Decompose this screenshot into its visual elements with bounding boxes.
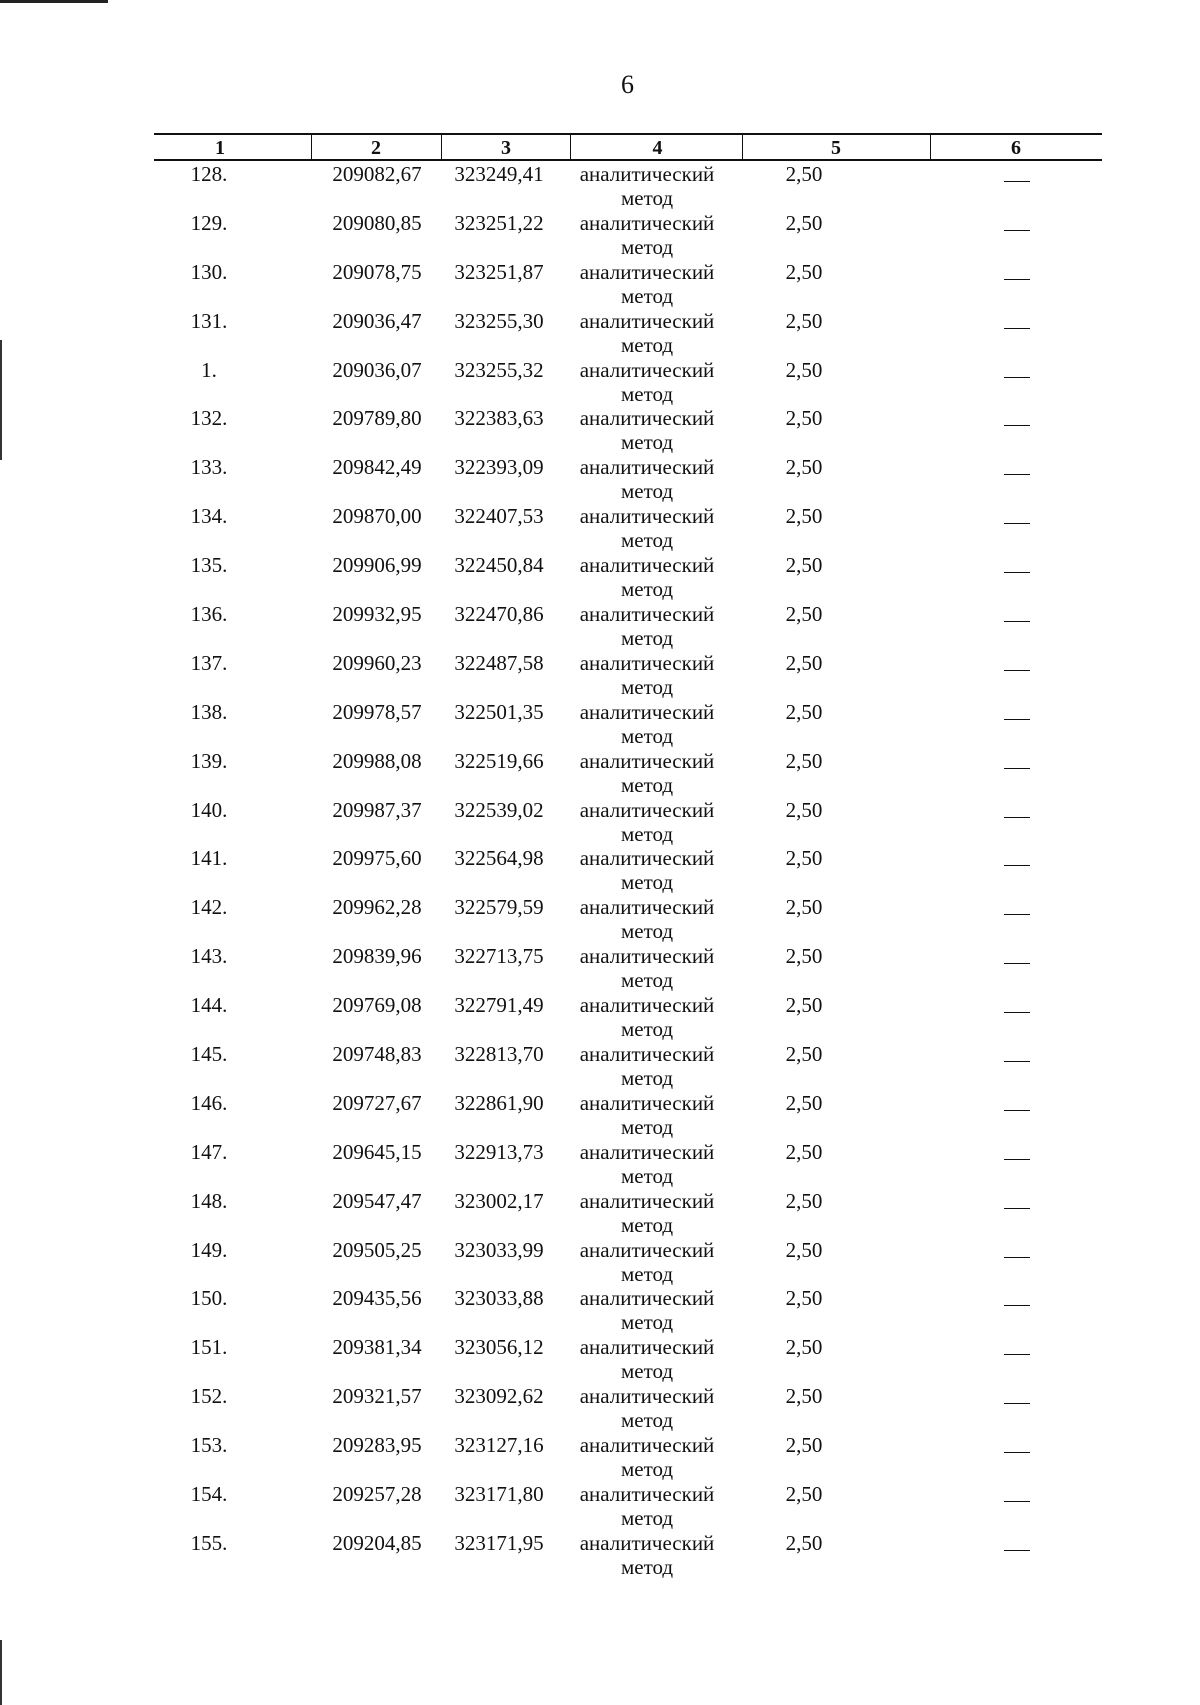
empty-dash: [1004, 768, 1030, 769]
method-label-continued: метод: [620, 870, 674, 895]
table-row: [154, 1285, 1102, 1334]
coordinate-x: 209645,15: [332, 1139, 422, 1164]
point-number: 146.: [190, 1090, 228, 1115]
method-label: аналитический: [579, 748, 715, 773]
method-label: аналитический: [579, 797, 715, 822]
empty-dash: [1004, 328, 1030, 329]
method-label-continued: метод: [620, 234, 674, 259]
empty-dash: [1004, 474, 1030, 475]
method-cell: [572, 309, 722, 357]
method-cell: [572, 651, 722, 699]
method-cell: [572, 504, 722, 552]
coordinate-x: 209839,96: [332, 944, 422, 969]
method-label-continued: метод: [620, 1212, 674, 1237]
method-label: аналитический: [579, 1237, 715, 1262]
coordinate-y: 322501,35: [454, 699, 544, 724]
coordinate-x: 209727,67: [332, 1090, 422, 1115]
method-label-continued: метод: [620, 723, 674, 748]
coordinate-x: 209978,57: [332, 699, 422, 724]
table-row: [154, 1041, 1102, 1090]
accuracy-value: 2,50: [785, 993, 823, 1018]
coordinate-y: 323249,41: [454, 162, 544, 186]
table-row: [154, 699, 1102, 748]
accuracy-value: 2,50: [785, 699, 823, 724]
scan-edge-mark: [0, 340, 2, 460]
coordinate-x: 209036,47: [332, 308, 422, 333]
accuracy-value: 2,50: [785, 1090, 823, 1115]
coordinate-x: 209870,00: [332, 504, 422, 529]
table-row: [154, 1139, 1102, 1188]
method-cell: [572, 846, 722, 894]
method-cell: [572, 602, 722, 650]
empty-dash: [1004, 621, 1030, 622]
method-label-continued: метод: [620, 772, 674, 797]
point-number: 142.: [190, 895, 228, 920]
method-cell: [572, 1189, 722, 1237]
method-label: аналитический: [579, 1530, 715, 1555]
empty-dash: [1004, 817, 1030, 818]
method-label-continued: метод: [620, 1457, 674, 1482]
method-cell: [572, 895, 722, 943]
method-label-continued: метод: [620, 674, 674, 699]
coordinate-y: 323127,16: [454, 1433, 544, 1458]
scan-edge-mark: [0, 1640, 2, 1705]
scan-edge-mark: [0, 0, 108, 3]
method-label: аналитический: [579, 602, 715, 627]
accuracy-value: 2,50: [785, 650, 823, 675]
table-row: [154, 748, 1102, 797]
method-label-continued: метод: [620, 1506, 674, 1531]
coordinate-y: 323033,99: [454, 1237, 544, 1262]
method-cell: [572, 1482, 722, 1530]
method-label-continued: метод: [620, 968, 674, 993]
point-number: 130.: [190, 259, 228, 284]
coordinate-x: 209906,99: [332, 553, 422, 578]
coordinate-y: 322393,09: [454, 455, 544, 480]
accuracy-value: 2,50: [785, 944, 823, 969]
coordinate-x: 209960,23: [332, 650, 422, 675]
accuracy-value: 2,50: [785, 504, 823, 529]
method-label-continued: метод: [620, 479, 674, 504]
table-header: [154, 133, 1102, 161]
empty-dash: [1004, 230, 1030, 231]
method-cell: [572, 1238, 722, 1286]
method-label: аналитический: [579, 1482, 715, 1507]
method-label: аналитический: [579, 210, 715, 235]
method-label: аналитический: [579, 1335, 715, 1360]
method-cell: [572, 162, 722, 210]
method-label: аналитический: [579, 1286, 715, 1311]
empty-dash: [1004, 865, 1030, 866]
coordinate-x: 209082,67: [332, 162, 422, 186]
method-cell: [572, 944, 722, 992]
accuracy-value: 2,50: [785, 1482, 823, 1507]
method-label: аналитический: [579, 455, 715, 480]
accuracy-value: 2,50: [785, 1188, 823, 1213]
table-row: [154, 454, 1102, 503]
method-cell: [572, 1286, 722, 1334]
coordinate-y: 323002,17: [454, 1188, 544, 1213]
method-label: аналитический: [579, 895, 715, 920]
header-cell-5: 5: [831, 137, 841, 159]
page-number: 6: [621, 70, 634, 99]
method-label: аналитический: [579, 993, 715, 1018]
accuracy-value: 2,50: [785, 1384, 823, 1409]
coordinate-y: 322564,98: [454, 846, 544, 871]
point-number: 136.: [190, 602, 228, 627]
coordinate-y: 323033,88: [454, 1286, 544, 1311]
method-cell: [572, 1042, 722, 1090]
coordinate-y: 322383,63: [454, 406, 544, 431]
point-number: 135.: [190, 553, 228, 578]
table-row: [154, 1530, 1102, 1579]
coordinate-y: 322450,84: [454, 553, 544, 578]
method-label-continued: метод: [620, 626, 674, 651]
table-row: [154, 650, 1102, 699]
point-number: 132.: [190, 406, 228, 431]
point-number: 147.: [190, 1139, 228, 1164]
accuracy-value: 2,50: [785, 455, 823, 480]
method-cell: [572, 406, 722, 454]
accuracy-value: 2,50: [785, 748, 823, 773]
method-label-continued: метод: [620, 1359, 674, 1384]
accuracy-value: 2,50: [785, 162, 823, 186]
coordinate-x: 209381,34: [332, 1335, 422, 1360]
method-label-continued: метод: [620, 1554, 674, 1579]
method-cell: [572, 1384, 722, 1432]
method-label: аналитический: [579, 259, 715, 284]
empty-dash: [1004, 181, 1030, 182]
method-cell: [572, 1335, 722, 1383]
method-label-continued: метод: [620, 919, 674, 944]
accuracy-value: 2,50: [785, 553, 823, 578]
table-row: [154, 1432, 1102, 1481]
table-row: [154, 308, 1102, 357]
method-label-continued: метод: [620, 577, 674, 602]
coordinate-x: 209435,56: [332, 1286, 422, 1311]
accuracy-value: 2,50: [785, 602, 823, 627]
coordinate-y: 323171,80: [454, 1482, 544, 1507]
coordinate-y: 323251,87: [454, 259, 544, 284]
accuracy-value: 2,50: [785, 210, 823, 235]
method-label-continued: метод: [620, 821, 674, 846]
method-cell: [572, 358, 722, 406]
accuracy-value: 2,50: [785, 259, 823, 284]
point-number: 1.: [201, 357, 217, 382]
table-row: [154, 357, 1102, 406]
accuracy-value: 2,50: [785, 1042, 823, 1067]
coordinate-x: 209975,60: [332, 846, 422, 871]
coordinate-x: 209505,25: [332, 1237, 422, 1262]
method-cell: [572, 798, 722, 846]
point-number: 141.: [190, 846, 228, 871]
point-number: 131.: [190, 308, 228, 333]
point-number: 149.: [190, 1237, 228, 1262]
point-number: 144.: [190, 993, 228, 1018]
header-cell-4: 4: [652, 137, 663, 159]
table-row: [154, 405, 1102, 454]
point-number: 145.: [190, 1042, 228, 1067]
header-cell-3: 3: [501, 137, 511, 159]
method-cell: [572, 700, 722, 748]
point-number: 133.: [190, 455, 228, 480]
coordinate-y: 323255,32: [454, 357, 544, 382]
coordinates-table: [154, 133, 1102, 1579]
coordinate-x: 209036,07: [332, 357, 422, 382]
empty-dash: [1004, 523, 1030, 524]
coordinate-y: 322470,86: [454, 602, 544, 627]
method-cell: [572, 1531, 722, 1579]
method-label-continued: метод: [620, 528, 674, 553]
point-number: 152.: [190, 1384, 228, 1409]
method-label-continued: метод: [620, 1310, 674, 1335]
coordinate-y: 322913,73: [454, 1139, 544, 1164]
method-label: аналитический: [579, 699, 715, 724]
point-number: 134.: [190, 504, 228, 529]
point-number: 137.: [190, 650, 228, 675]
empty-dash: [1004, 1159, 1030, 1160]
table-row: [154, 1188, 1102, 1237]
coordinate-x: 209932,95: [332, 602, 422, 627]
coordinate-y: 323056,12: [454, 1335, 544, 1360]
accuracy-value: 2,50: [785, 1530, 823, 1555]
point-number: 129.: [190, 210, 228, 235]
coordinate-y: 322713,75: [454, 944, 544, 969]
empty-dash: [1004, 1354, 1030, 1355]
coordinate-y: 323255,30: [454, 308, 544, 333]
coordinate-y: 322487,58: [454, 650, 544, 675]
coordinate-y: 322407,53: [454, 504, 544, 529]
coordinate-x: 209283,95: [332, 1433, 422, 1458]
accuracy-value: 2,50: [785, 357, 823, 382]
coordinate-x: 209078,75: [332, 259, 422, 284]
table-row: [154, 943, 1102, 992]
table-row: [154, 1481, 1102, 1530]
method-label: аналитический: [579, 162, 715, 186]
method-label: аналитический: [579, 308, 715, 333]
method-label: аналитический: [579, 553, 715, 578]
accuracy-value: 2,50: [785, 895, 823, 920]
method-label-continued: метод: [620, 283, 674, 308]
empty-dash: [1004, 1501, 1030, 1502]
method-cell: [572, 260, 722, 308]
empty-dash: [1004, 1550, 1030, 1551]
point-number: 128.: [190, 162, 228, 186]
coordinate-x: 209988,08: [332, 748, 422, 773]
point-number: 139.: [190, 748, 228, 773]
empty-dash: [1004, 914, 1030, 915]
coordinate-x: 209547,47: [332, 1188, 422, 1213]
empty-dash: [1004, 572, 1030, 573]
point-number: 155.: [190, 1530, 228, 1555]
coordinate-y: 322861,90: [454, 1090, 544, 1115]
table-row: [154, 797, 1102, 846]
empty-dash: [1004, 963, 1030, 964]
point-number: 148.: [190, 1188, 228, 1213]
empty-dash: [1004, 1403, 1030, 1404]
method-cell: [572, 455, 722, 503]
method-label: аналитический: [579, 1090, 715, 1115]
method-label-continued: метод: [620, 381, 674, 406]
coordinate-x: 209257,28: [332, 1482, 422, 1507]
coordinate-x: 209204,85: [332, 1530, 422, 1555]
table-row: [154, 259, 1102, 308]
coordinate-x: 209789,80: [332, 406, 422, 431]
method-label-continued: метод: [620, 1261, 674, 1286]
point-number: 140.: [190, 797, 228, 822]
empty-dash: [1004, 670, 1030, 671]
table-row: [154, 1334, 1102, 1383]
table-row: [154, 894, 1102, 943]
empty-dash: [1004, 1012, 1030, 1013]
method-label: аналитический: [579, 504, 715, 529]
coordinate-x: 209748,83: [332, 1042, 422, 1067]
method-cell: [572, 553, 722, 601]
accuracy-value: 2,50: [785, 308, 823, 333]
accuracy-value: 2,50: [785, 797, 823, 822]
coordinate-y: 322791,49: [454, 993, 544, 1018]
empty-dash: [1004, 1305, 1030, 1306]
empty-dash: [1004, 1452, 1030, 1453]
empty-dash: [1004, 425, 1030, 426]
method-label-continued: метод: [620, 1408, 674, 1433]
header-cell-2: 2: [371, 137, 381, 159]
method-label-continued: метод: [620, 1066, 674, 1091]
coordinate-x: 209987,37: [332, 797, 422, 822]
method-label: аналитический: [579, 650, 715, 675]
accuracy-value: 2,50: [785, 1335, 823, 1360]
method-label-continued: метод: [620, 430, 674, 455]
coordinate-x: 209842,49: [332, 455, 422, 480]
method-label-continued: метод: [620, 1114, 674, 1139]
empty-dash: [1004, 1110, 1030, 1111]
header-cell-1: 1: [215, 137, 225, 159]
method-cell: [572, 1140, 722, 1188]
coordinate-y: 322813,70: [454, 1042, 544, 1067]
empty-dash: [1004, 719, 1030, 720]
accuracy-value: 2,50: [785, 1237, 823, 1262]
coordinate-x: 209962,28: [332, 895, 422, 920]
table-row: [154, 845, 1102, 894]
table-row: [154, 992, 1102, 1041]
coordinate-y: 323251,22: [454, 210, 544, 235]
method-label: аналитический: [579, 1139, 715, 1164]
coordinate-y: 322519,66: [454, 748, 544, 773]
table-row: [154, 210, 1102, 259]
coordinate-y: 322579,59: [454, 895, 544, 920]
method-label: аналитический: [579, 357, 715, 382]
table-row: [154, 1090, 1102, 1139]
coordinate-x: 209321,57: [332, 1384, 422, 1409]
coordinate-x: 209769,08: [332, 993, 422, 1018]
point-number: 154.: [190, 1482, 228, 1507]
method-label: аналитический: [579, 1188, 715, 1213]
method-label: аналитический: [579, 1433, 715, 1458]
table-row: [154, 1237, 1102, 1286]
header-cell-6: 6: [1011, 137, 1021, 159]
empty-dash: [1004, 1061, 1030, 1062]
table-row: [154, 503, 1102, 552]
point-number: 138.: [190, 699, 228, 724]
table-row: [154, 1383, 1102, 1432]
coordinate-y: 323092,62: [454, 1384, 544, 1409]
accuracy-value: 2,50: [785, 846, 823, 871]
point-number: 143.: [190, 944, 228, 969]
method-label: аналитический: [579, 1384, 715, 1409]
coordinate-y: 322539,02: [454, 797, 544, 822]
method-label: аналитический: [579, 1042, 715, 1067]
empty-dash: [1004, 377, 1030, 378]
coordinate-x: 209080,85: [332, 210, 422, 235]
method-cell: [572, 211, 722, 259]
method-cell: [572, 1433, 722, 1481]
method-label-continued: метод: [620, 1163, 674, 1188]
table-row: [154, 161, 1102, 210]
method-label: аналитический: [579, 406, 715, 431]
empty-dash: [1004, 1257, 1030, 1258]
method-cell: [572, 993, 722, 1041]
accuracy-value: 2,50: [785, 406, 823, 431]
method-label-continued: метод: [620, 332, 674, 357]
accuracy-value: 2,50: [785, 1433, 823, 1458]
accuracy-value: 2,50: [785, 1286, 823, 1311]
empty-dash: [1004, 1208, 1030, 1209]
method-label-continued: метод: [620, 186, 674, 210]
table-row: [154, 552, 1102, 601]
method-cell: [572, 749, 722, 797]
coordinate-y: 323171,95: [454, 1530, 544, 1555]
table-body: [154, 161, 1102, 1579]
table-row: [154, 601, 1102, 650]
method-cell: [572, 1091, 722, 1139]
empty-dash: [1004, 279, 1030, 280]
method-label: аналитический: [579, 944, 715, 969]
point-number: 153.: [190, 1433, 228, 1458]
point-number: 150.: [190, 1286, 228, 1311]
method-label: аналитический: [579, 846, 715, 871]
accuracy-value: 2,50: [785, 1139, 823, 1164]
method-label-continued: метод: [620, 1017, 674, 1042]
point-number: 151.: [190, 1335, 228, 1360]
